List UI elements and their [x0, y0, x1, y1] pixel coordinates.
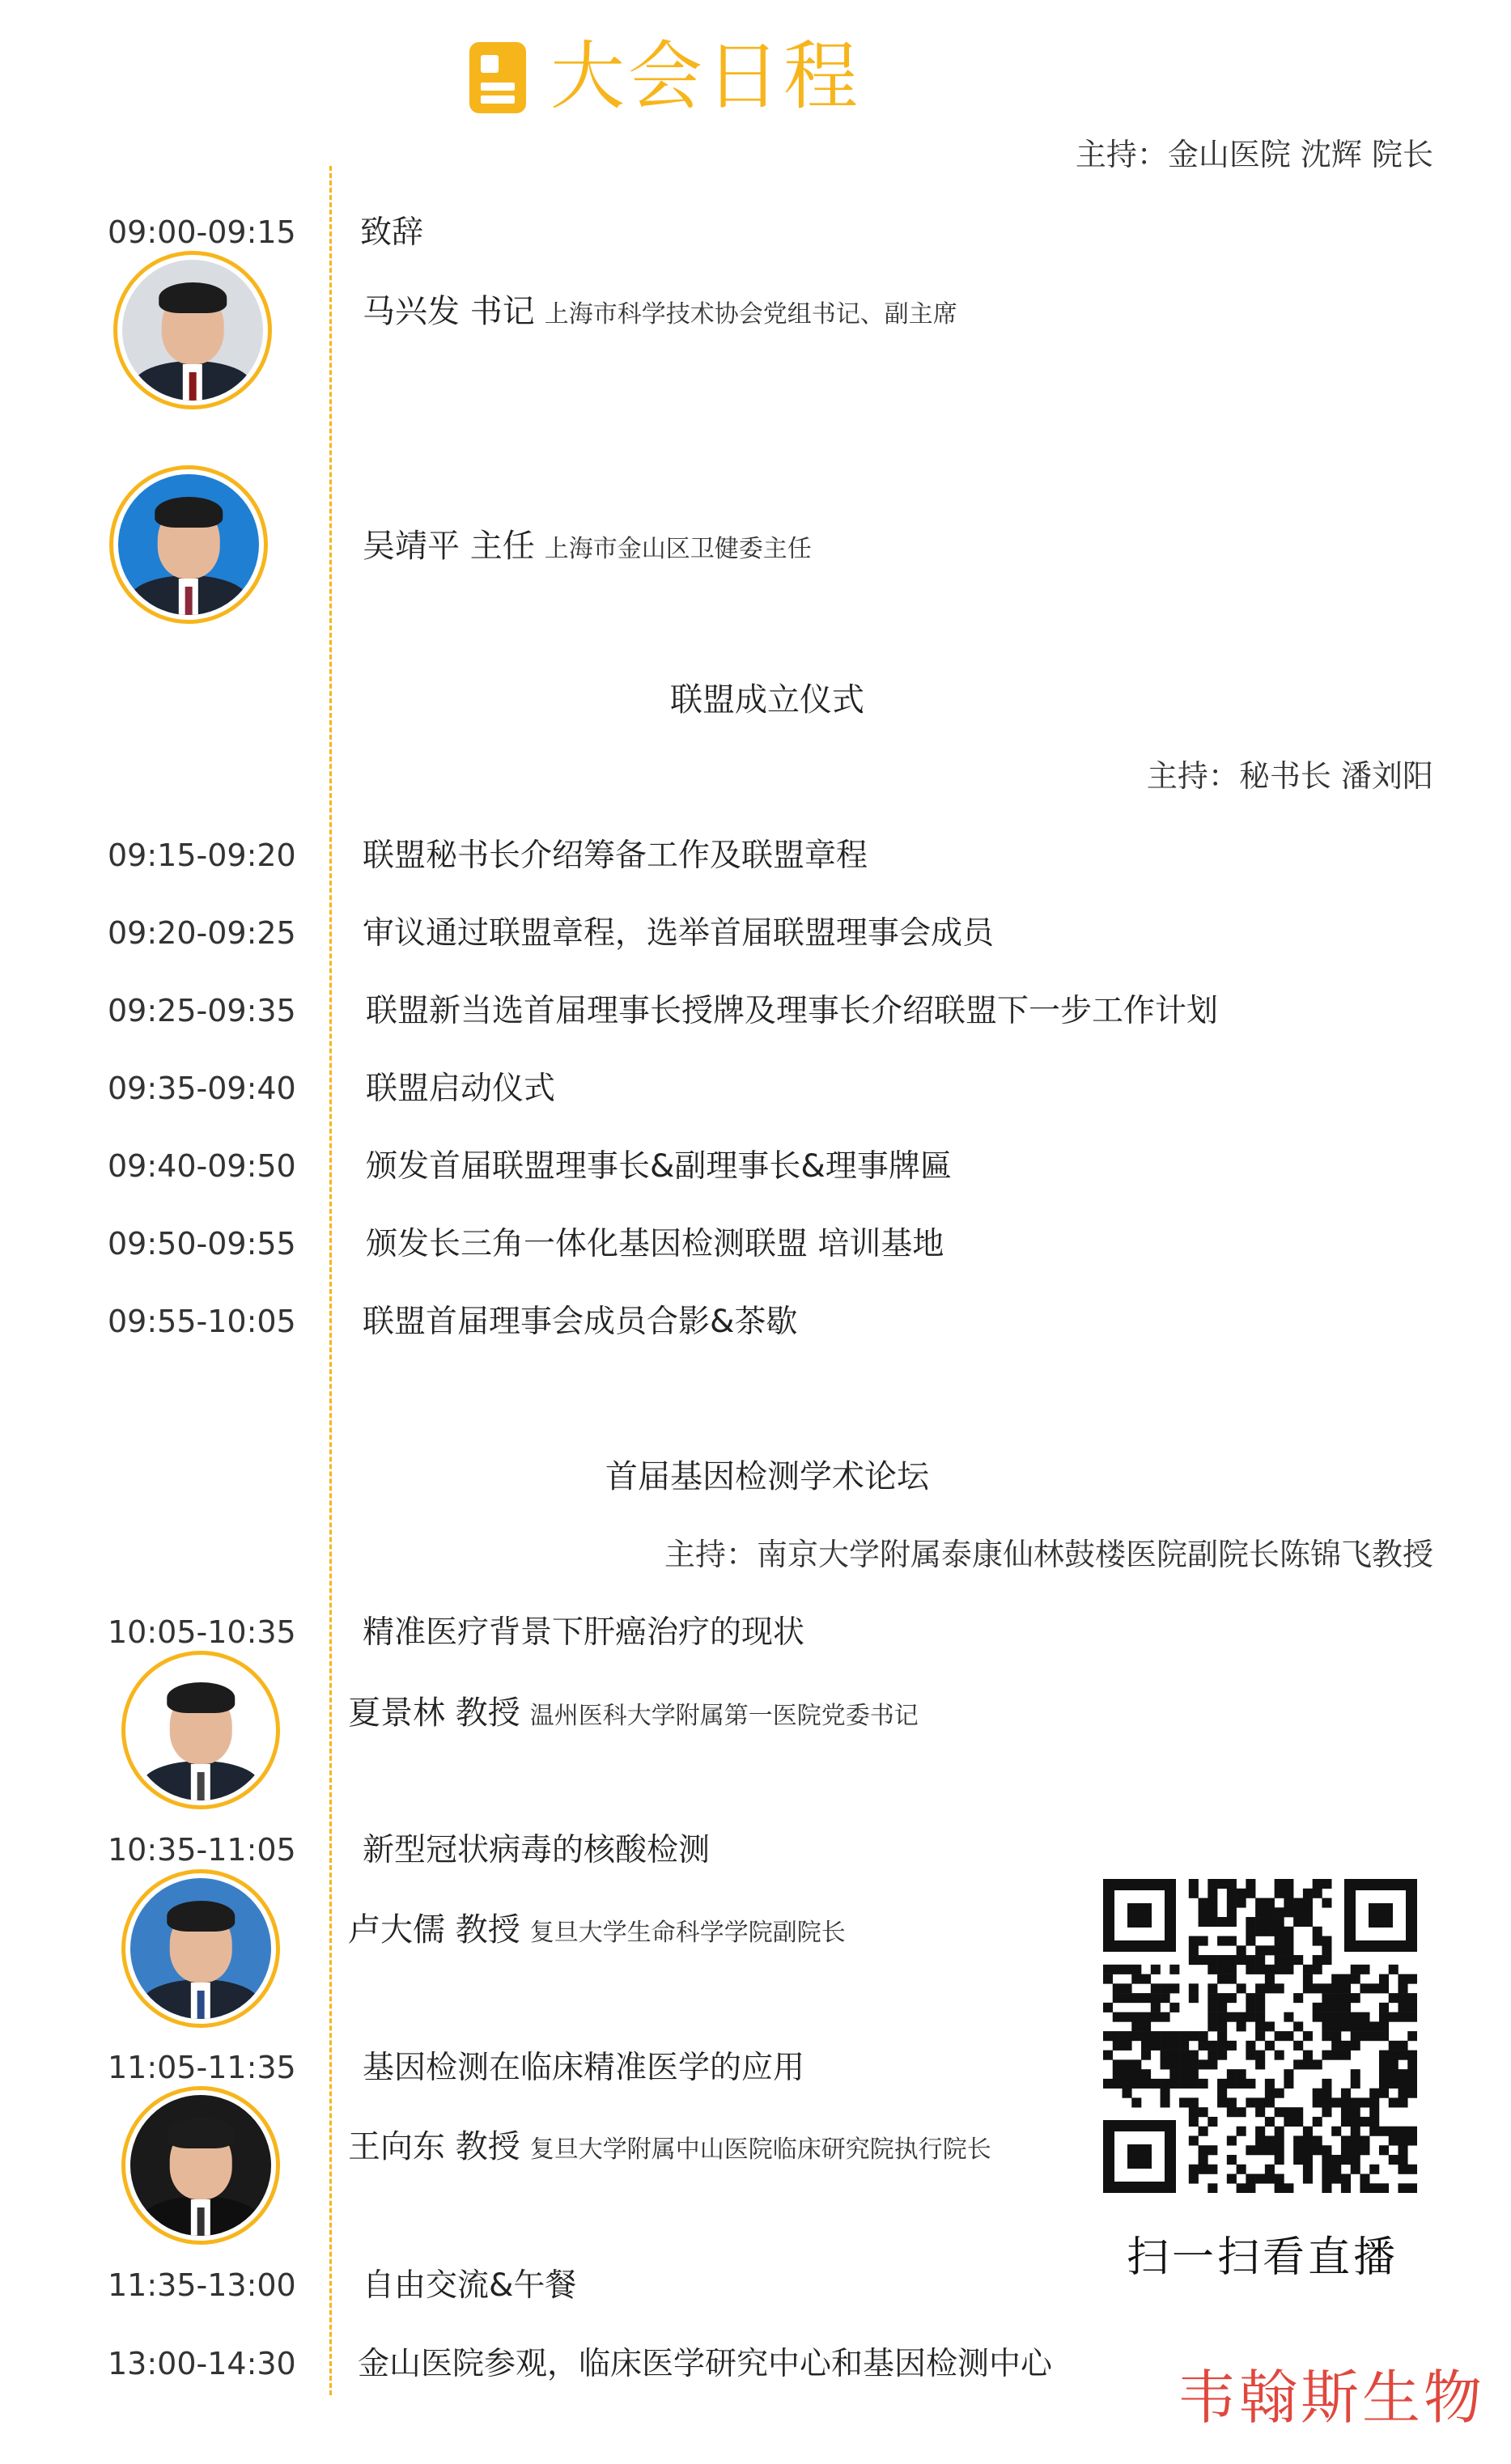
time-ceremony-3: 09:25-09:35 [108, 993, 296, 1028]
agenda-item-ceremony-3: 联盟新当选首届理事长授牌及理事长介绍联盟下一步工作计划 [366, 993, 1219, 1029]
avatar-speaker-2 [109, 465, 268, 624]
speaker-name: 吴靖平 主任 [363, 528, 535, 565]
time-opening: 09:00-09:15 [108, 214, 296, 250]
speaker-talk-1 [348, 1693, 919, 1737]
qr-caption: 扫一扫看直播 [1127, 2233, 1399, 2282]
agenda-item-forum-2: 金山医院参观，临床医学研究中心和基因检测中心 [358, 2346, 1053, 2382]
time-ceremony-4: 09:35-09:40 [108, 1071, 296, 1106]
agenda-item-ceremony-1: 联盟秘书长介绍筹备工作及联盟章程 [363, 838, 868, 874]
speaker-2 [363, 526, 812, 570]
time-forum-item-2: 13:00-14:30 [108, 2346, 296, 2381]
section-title-forum: 首届基因检测学术论坛 [605, 1458, 929, 1495]
agenda-item-forum-1: 自由交流&午餐 [363, 2267, 577, 2304]
time-ceremony-2: 09:20-09:25 [108, 915, 296, 951]
agenda-item-ceremony-5: 颁发首届联盟理事长&副理事长&理事牌匾 [366, 1148, 952, 1185]
avatar-talk-1 [121, 1651, 280, 1809]
time-talk-3: 11:05-11:35 [108, 2050, 296, 2085]
avatar-speaker-1 [113, 251, 272, 409]
speaker-name: 夏景林 教授 [348, 1694, 520, 1732]
timeline-divider [329, 166, 332, 2395]
speaker-role: 上海市科学技术协会党组书记、副主席 [544, 300, 957, 329]
avatar-talk-3 [121, 2086, 280, 2245]
speaker-name: 王向东 教授 [348, 2128, 520, 2165]
time-ceremony-6: 09:50-09:55 [108, 1226, 296, 1262]
agenda-item-opening: 致辞 [360, 214, 424, 251]
time-ceremony-7: 09:55-10:05 [108, 1304, 296, 1339]
time-ceremony-5: 09:40-09:50 [108, 1148, 296, 1184]
section-title-ceremony: 联盟成立仪式 [670, 681, 864, 719]
time-ceremony-1: 09:15-09:20 [108, 838, 296, 873]
speaker-talk-3 [348, 2127, 991, 2170]
talk-title-2: 新型冠状病毒的核酸检测 [363, 1832, 711, 1868]
speaker-name: 卢大儒 教授 [348, 1911, 520, 1949]
forum-host: 主持：南京大学附属泰康仙林鼓楼医院副院长陈锦飞教授 [664, 1537, 1433, 1572]
time-talk-1: 10:05-10:35 [108, 1614, 296, 1650]
speaker-role: 复旦大学生命科学学院副院长 [529, 1919, 846, 1947]
watermark: 韦翰斯生物 [1178, 2364, 1486, 2432]
talk-title-1: 精准医疗背景下肝癌治疗的现状 [363, 1614, 805, 1651]
speaker-1 [363, 291, 957, 335]
main-host: 主持：金山医院 沈辉 院长 [1075, 137, 1433, 172]
page-title: 大会日程 [550, 33, 862, 120]
qr-code-icon [1103, 1879, 1417, 2193]
time-forum-item-1: 11:35-13:00 [108, 2267, 296, 2303]
calendar-icon [469, 42, 526, 113]
speaker-talk-2 [348, 1910, 846, 1953]
speaker-role: 复旦大学附属中山医院临床研究院执行院长 [529, 2135, 991, 2164]
agenda-item-ceremony-6: 颁发长三角一体化基因检测联盟 培训基地 [366, 1226, 944, 1262]
agenda-item-ceremony-2: 审议通过联盟章程，选举首届联盟理事会成员 [363, 915, 995, 952]
speaker-role: 温州医科大学附属第一医院党委书记 [529, 1702, 919, 1730]
ceremony-host: 主持：秘书长 潘刘阳 [1146, 758, 1433, 794]
agenda-item-ceremony-7: 联盟首届理事会成员合影&茶歇 [363, 1304, 798, 1340]
time-talk-2: 10:35-11:05 [108, 1832, 296, 1868]
agenda-item-ceremony-4: 联盟启动仪式 [366, 1071, 556, 1107]
avatar-talk-2 [121, 1869, 280, 2028]
talk-title-3: 基因检测在临床精准医学的应用 [363, 2050, 805, 2086]
speaker-name: 马兴发 书记 [363, 293, 535, 330]
speaker-role: 上海市金山区卫健委主任 [544, 535, 812, 563]
